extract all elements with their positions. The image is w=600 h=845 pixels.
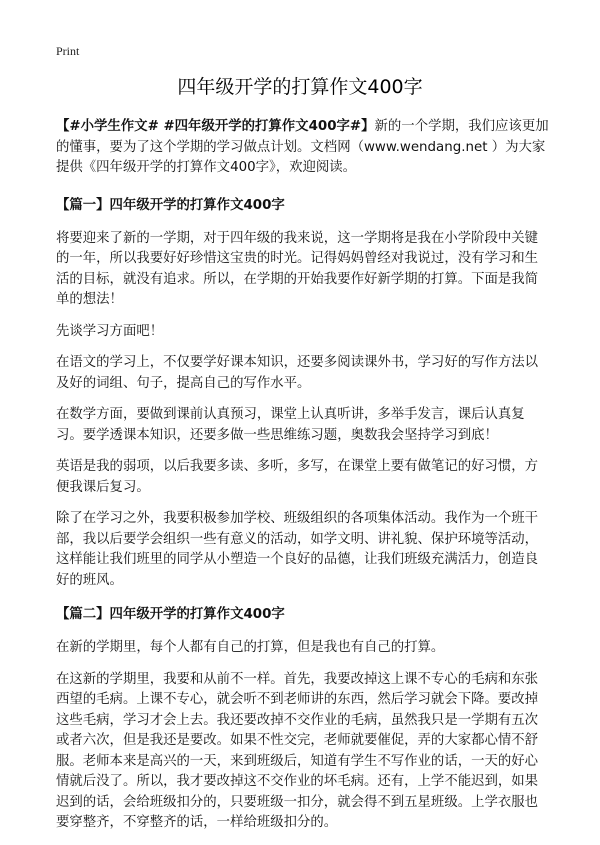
paragraph: 除了在学习之外，我要积极参加学校、班级组织的各项集体活动。我作为一个班干部，我以后要学会组织一些有意义的活动，如学文明、讲礼貌、保护环境等活动，这样能让我们班里的同学从小塑造一个良好的品德，让我们班级充满活力，创造良好的班风。 [56,511,539,588]
page-title: 四年级开学的打算作文400字 [177,76,423,98]
section-heading: 【篇一】四年级开学的打算作文400字 [56,197,285,213]
paragraph: 在语文的学习上，不仅要学好课本知识，还要多阅读课外书，学习好的写作方法以及好的词组、句子，提高自己的写作水平。 [56,355,539,391]
paragraph: 在新的学期里，每个人都有自己的打算，但是我也有自己的打算。 [56,640,445,655]
article-intro [56,117,550,179]
paragraph: 在数学方面，要做到课前认真预习，课堂上认真听讲，多举手发言，课后认真复习。要学透课本知识，还要多做一些思维练习题，奥数我会坚持学习到底！ [56,407,525,443]
intro-tags: 【#小学生作文# #四年级开学的打算作文400字#】 [56,119,375,134]
article-body [56,117,550,845]
paragraph: 在这新的学期里，我要和从前不一样。首先，我要改掉这上课不专心的毛病和东张西望的毛病。上课不专心，就会听不到老师讲的东西，然后学习就会下降。要改掉这些毛病，学习才会上去。我还要改掉不交作业的毛病，虽然我只是一学期有五次或者六次，但是我还是要改。如果不性交完，老师就要催促，弄的大家都心情不舒服。老师本来是高兴的一天，来到班级后，知道有学生不写作业的话，一天的好心情就后没了。所以，我才要改掉这不交作业的坏毛病。还有，上学不能迟到，如果迟到的话，会给班级扣分的，只要班级一扣分，就会得不到五星班级。上学衣服也要穿整齐，不穿整齐的话，一样给班级扣分的。 [56,671,539,830]
intro-text: 新的一个学期，我们应该更加的懂事，要为了这个学期的学习做点计划。文档网（www.wendang.net ）为大家提供《四年级开学的打算作文400字》，欢迎阅读。 [56,119,549,175]
paragraph: 先谈学习方面吧！ [56,323,164,339]
paragraph: 英语是我的弱项，以后我要多读、多听，多写，在课堂上要有做笔记的好习惯，方便我课后复习。 [56,459,539,495]
section-heading: 【篇二】四年级开学的打算作文400字 [56,607,285,622]
paragraph: 将要迎来了新的一学期，对于四年级的我来说，这一学期将是我在小学阶段中关键的一年，所以我要好好珍惜这宝贵的时光。记得妈妈曾经对我说过，没有学习和生活的目标，就没有追求。所以，在学期的开始我要作好新学期的打算。下面是我简单的想法！ [56,230,539,307]
print-link[interactable]: Print [56,44,80,58]
